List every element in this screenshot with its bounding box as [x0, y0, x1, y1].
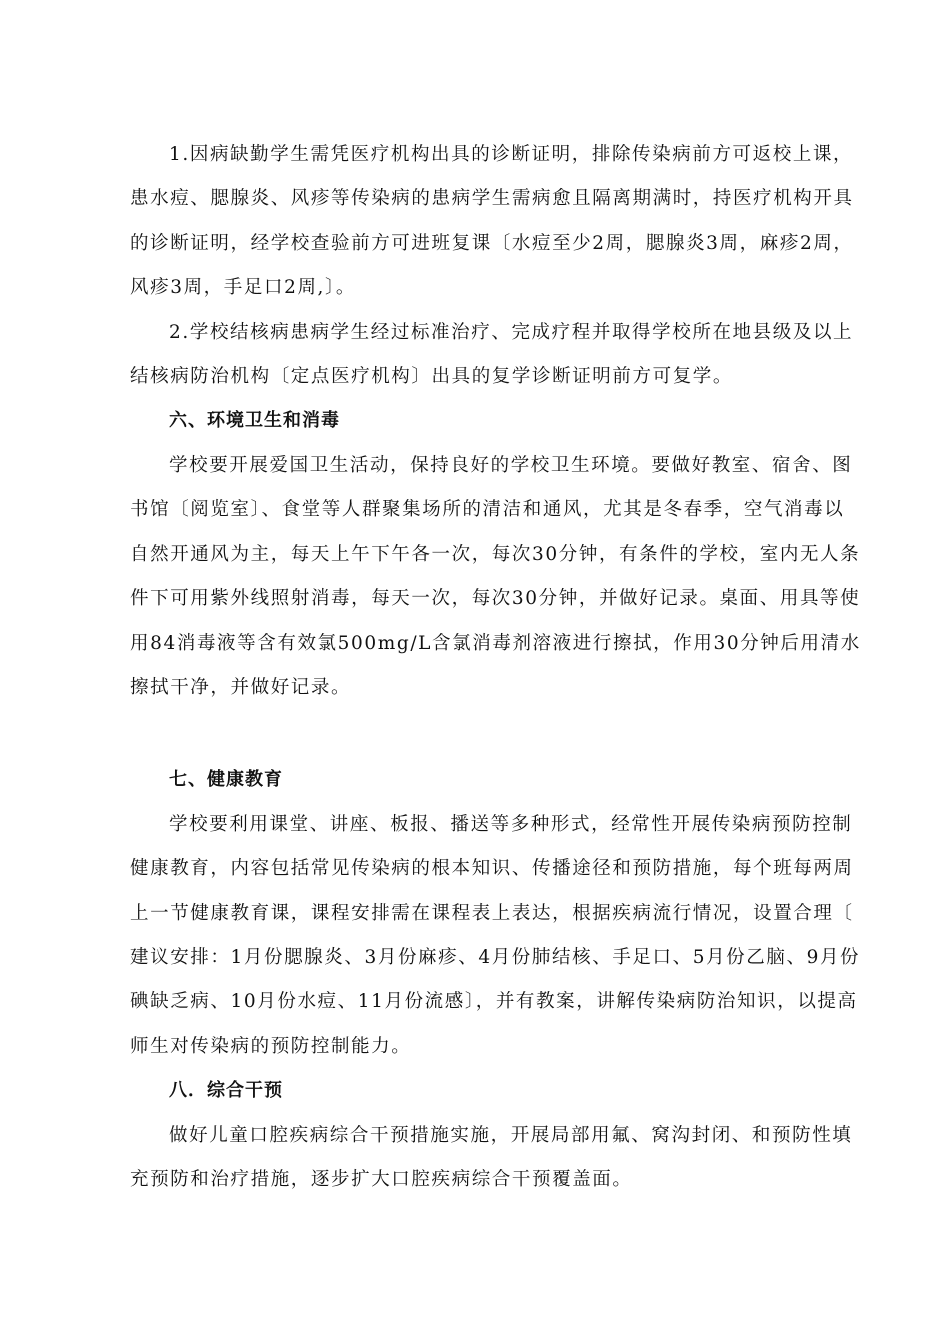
paragraph-line: 书馆〔阅览室〕、食堂等人群聚集场所的清洁和通风，尤其是冬春季，空气消毒以 [130, 499, 845, 520]
section-heading: 六、环境卫生和消毒 [169, 410, 340, 431]
paragraph-line: 碘缺乏病、10月份水痘、11月份流感〕，并有教案，讲解传染病防治知识，以提高 [130, 991, 858, 1012]
paragraph-line: 1.因病缺勤学生需凭医疗机构出具的诊断证明，排除传染病前方可返校上课， [169, 144, 854, 165]
section-heading: 七、健康教育 [169, 769, 283, 790]
paragraph-line: 件下可用紫外线照射消毒，每天一次，每次30分钟，并做好记录。桌面、用具等使 [130, 588, 861, 609]
paragraph-line: 师生对传染病的预防控制能力。 [130, 1036, 412, 1057]
paragraph-line: 健康教育，内容包括常见传染病的根本知识、传播途径和预防措施，每个班每两周 [130, 858, 854, 879]
paragraph-line: 用84消毒液等含有效氯500mg/L含氯消毒剂溶液进行擦拭，作用30分钟后用清水 [130, 633, 861, 654]
paragraph-line: 学校要开展爱国卫生活动，保持良好的学校卫生环境。要做好教室、宿舍、图 [169, 455, 853, 476]
paragraph-line: 学校要利用课堂、讲座、板报、播送等多种形式，经常性开展传染病预防控制 [169, 814, 853, 835]
paragraph-line: 结核病防治机构〔定点医疗机构〕出具的复学诊断证明前方可复学。 [130, 366, 734, 387]
paragraph-line: 建议安排：1月份腮腺炎、3月份麻疹、4月份肺结核、手足口、5月份乙脑、9月份 [130, 947, 861, 968]
paragraph-line: 充预防和治疗措施，逐步扩大口腔疾病综合干预覆盖面。 [130, 1169, 633, 1190]
paragraph-line: 擦拭干净，并做好记录。 [130, 677, 352, 698]
paragraph-line: 自然开通风为主，每天上午下午各一次，每次30分钟，有条件的学校，室内无人条 [130, 544, 861, 565]
paragraph-line: 做好儿童口腔疾病综合干预措施实施，开展局部用氟、窝沟封闭、和预防性填 [169, 1125, 853, 1146]
paragraph-line: 风疹3周，手足口2周,〕。 [130, 277, 356, 298]
paragraph-line: 上一节健康教育课，课程安排需在课程表上表达，根据疾病流行情况，设置合理〔 [130, 903, 854, 924]
paragraph-line: 2.学校结核病患病学生经过标准治疗、完成疗程并取得学校所在地县级及以上 [169, 322, 854, 343]
section-heading: 八．综合干预 [169, 1080, 283, 1101]
paragraph-line: 患水痘、腮腺炎、风疹等传染病的患病学生需病愈且隔离期满时，持医疗机构开具 [130, 188, 854, 209]
paragraph-line: 的诊断证明，经学校查验前方可进班复课〔水痘至少2周，腮腺炎3周，麻疹2周， [130, 233, 854, 254]
